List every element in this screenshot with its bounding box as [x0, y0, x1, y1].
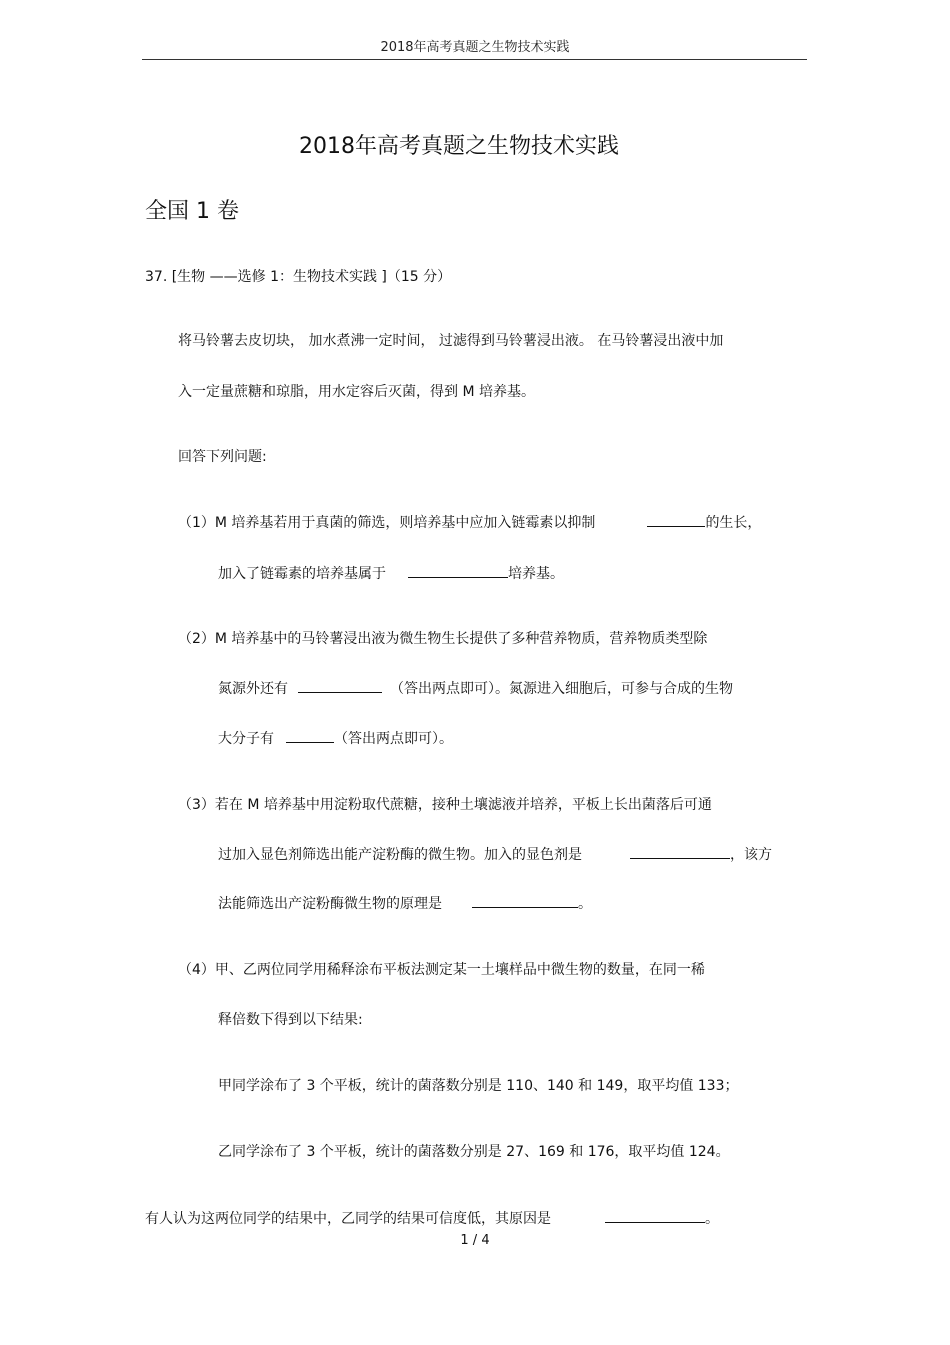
- q3-line-2-tail: ，该方: [730, 847, 772, 863]
- q2-line-2-tail: （答出两点即可）。氮源进入细胞后，可参与合成的生物: [390, 681, 733, 697]
- q1-blank-2[interactable]: [408, 565, 508, 578]
- question-heading: 37. [生物 ——选修 1：生物技术实践 ]（15 分）: [145, 269, 452, 285]
- q3-line-3: [218, 893, 592, 913]
- intro-line-2: 入一定量蔗糖和琼脂，用水定容后灭菌，得到 M 培养基。: [178, 384, 535, 400]
- q3-line-1: （3）若在 M 培养基中用淀粉取代蔗糖，接种土壤滤液并培养，平板上长出菌落后可通: [178, 797, 712, 813]
- q4-blank-1[interactable]: [605, 1210, 705, 1223]
- q1-line-1-text: （1）M 培养基若用于真菌的筛选，则培养基中应加入链霉素以抑制: [178, 515, 596, 531]
- q2-line-2-text: 氮源外还有: [218, 681, 288, 697]
- q3-line-2: [218, 844, 772, 864]
- q1-line-1-tail: 的生长，: [705, 515, 762, 531]
- q3-line-3-tail: 。: [578, 896, 592, 912]
- q4-line-5-text: 有人认为这两位同学的结果中，乙同学的结果可信度低，其原因是: [145, 1211, 551, 1227]
- q2-blank-2[interactable]: [286, 730, 334, 743]
- section-heading: 全国 1 卷: [145, 199, 239, 224]
- q2-line-3-text: 大分子有: [218, 731, 274, 747]
- q2-line-2: [218, 678, 733, 698]
- q2-line-1: （2）M 培养基中的马铃薯浸出液为微生物生长提供了多种营养物质，营养物质类型除: [178, 631, 708, 647]
- q4-line-4: 乙同学涂布了 3 个平板，统计的菌落数分别是 27、169 和 176，取平均值 124。: [218, 1144, 730, 1160]
- q4-line-5: [145, 1208, 719, 1228]
- answer-prompt: 回答下列问题:: [178, 449, 267, 465]
- q3-line-2-text: 过加入显色剂筛选出能产淀粉酶的微生物。加入的显色剂是: [218, 847, 582, 863]
- page-number: 1 / 4: [460, 1233, 490, 1248]
- q1-line-2-text: 加入了链霉素的培养基属于: [218, 566, 386, 582]
- q4-line-1: （4）甲、乙两位同学用稀释涂布平板法测定某一土壤样品中微生物的数量，在同一稀: [178, 962, 705, 978]
- q3-blank-1[interactable]: [630, 846, 730, 859]
- q1-line-2-tail: 培养基。: [508, 566, 564, 582]
- q3-blank-2[interactable]: [472, 895, 578, 908]
- intro-line-1: 将马铃薯去皮切块， 加水煮沸一定时间， 过滤得到马铃薯浸出液。 在马铃薯浸出液中加: [178, 333, 724, 349]
- page-title: 2018年高考真题之生物技术实践: [299, 134, 619, 159]
- q4-line-5-tail: 。: [705, 1211, 719, 1227]
- header-rule: [142, 59, 807, 60]
- q3-line-3-text: 法能筛选出产淀粉酶微生物的原理是: [218, 896, 442, 912]
- q1-line-2: [218, 563, 564, 583]
- q2-line-3-tail: （答出两点即可）。: [334, 731, 453, 747]
- q2-line-3: [218, 728, 453, 748]
- q2-blank-1[interactable]: [298, 680, 382, 693]
- q4-line-2: 释倍数下得到以下结果:: [218, 1012, 363, 1028]
- q4-line-3: 甲同学涂布了 3 个平板，统计的菌落数分别是 110、140 和 149，取平均值 133；: [218, 1078, 739, 1094]
- q1-blank-1[interactable]: [647, 514, 705, 527]
- running-header: 2018年高考真题之生物技术实践: [380, 40, 570, 55]
- q1-line-1: [178, 512, 761, 532]
